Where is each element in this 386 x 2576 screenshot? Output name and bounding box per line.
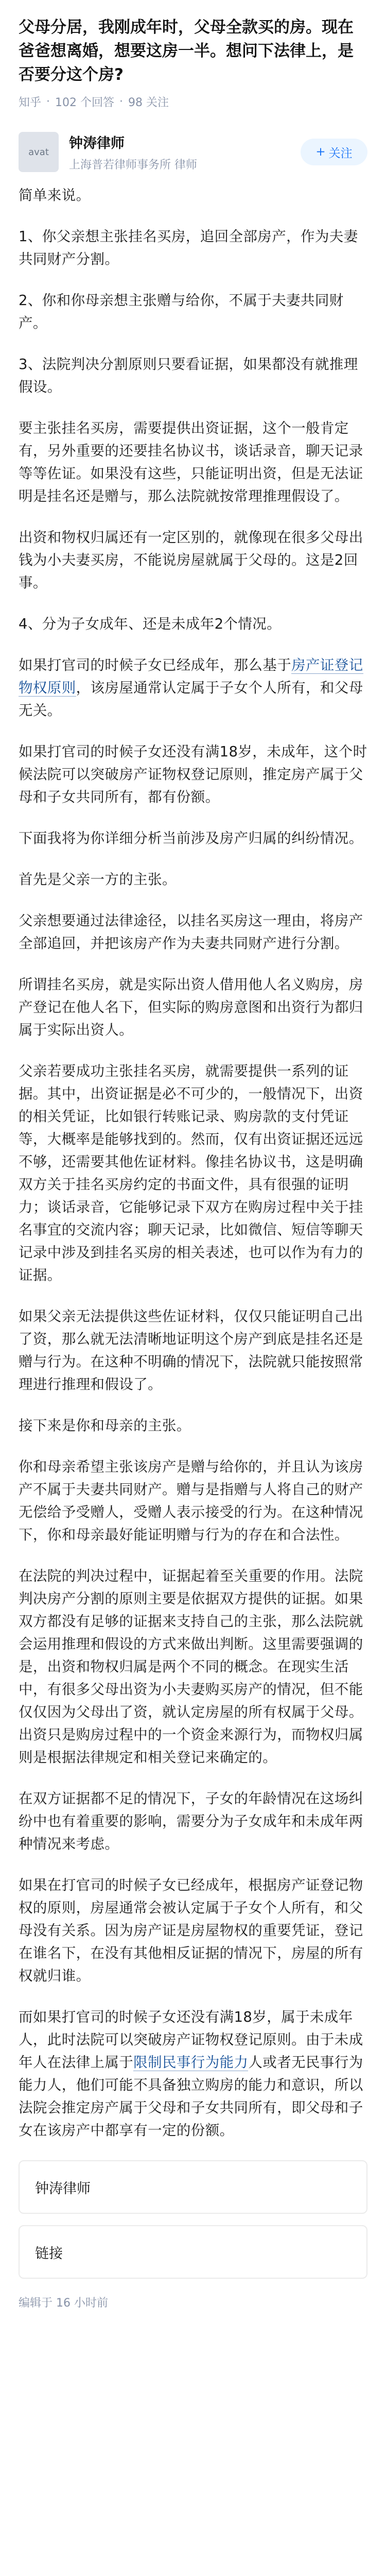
answer-paragraph xyxy=(19,225,367,270)
meta-separator: · xyxy=(119,95,124,108)
paragraph-text: 人或者无民事行为能力人，他们可能不具备独立购房的能力和意识，所以法院会推定房产属于父母和子女共同所有，即父母和子女在该房产中都享有一定的份额。 xyxy=(19,2054,363,2139)
answer-paragraph xyxy=(19,1060,367,1286)
answer-paragraph xyxy=(19,1414,367,1437)
paragraph-text: 父亲若要成功主张挂名买房，就需要提供一系列的证据。其中，出资证据是必不可少的，一般情况下，出资的相关凭证，比如银行转账记录、购房款的支付凭证等，大概率是能够找到的。然而，仅有出资证据还远远不够，还需要其他佐证材料。像挂名协议书，这是明确双方关于挂名买房约定的书面文件，具有很强的证明力；谈话录音，它能够记录下双方在购房过程中关于挂名事宜的交流内容；聊天记录，比如微信、短信等聊天记录中涉及到挂名买房的相关表述，也可以作为有力的证据。 xyxy=(19,1063,363,1283)
paragraph-text: 在双方证据都不足的情况下，子女的年龄情况在这场纠纷中也有着重要的影响，需要分为子女成年和未成年两种情况来考虑。 xyxy=(19,1790,363,1852)
answer-paragraph xyxy=(19,740,367,808)
question-meta xyxy=(19,94,367,110)
inline-link[interactable]: 房产证登记物权原则 xyxy=(19,657,363,696)
paragraph-text: 你和母亲希望主张该房产是赠与给你的，并且认为该房产不属于夫妻共同财产。赠与是指赠与人将自己的财产无偿给予受赠人，受赠人表示接受的行为。在这种情况下，你和母亲最好能证明赠与行为的存在和合法性。 xyxy=(19,1459,363,1543)
site-name[interactable]: 知乎 xyxy=(19,96,42,109)
edit-time: 编辑于 16 小时前 xyxy=(19,2297,108,2310)
answer-paragraph xyxy=(19,1787,367,1855)
paragraph-text: ，该房屋通常认定属于子女个人所有，和父母无关。 xyxy=(19,680,363,719)
inline-link[interactable]: 限制民事行为能力 xyxy=(133,2054,249,2071)
answer-paragraph xyxy=(19,353,367,398)
answer-body xyxy=(19,184,367,2142)
follow-button[interactable] xyxy=(301,139,367,165)
author-bio: 上海普若律师事务所 律师 xyxy=(69,159,197,172)
author-row xyxy=(19,131,367,173)
answer-paragraph xyxy=(19,1305,367,1396)
paragraph-text: 要主张挂名买房，需要提供出资证据，这个一般肯定有，另外重要的还要挂名协议书，谈话录音，聊天记录等等佐证。如果没有这些，只能证明出资，但是无法证明是挂名还是赠与，那么法院就按常理推理假设了。 xyxy=(19,420,363,504)
paragraph-text: 如果打官司的时候子女还没有满18岁，未成年，这个时候法院可以突破房产证物权登记原则，推定房产属于父母和子女共同所有，都有份额。 xyxy=(19,743,367,805)
follow-label: 关注 xyxy=(328,146,353,160)
answer-paragraph xyxy=(19,868,367,891)
meta-separator: · xyxy=(46,95,50,108)
avatar[interactable]: avat xyxy=(19,132,59,172)
paragraph-text: 而如果打官司的时候子女还没有满18岁，属于未成年人，此时法院可以突破房产证物权登记原则。由于未成年人在法律上属于 xyxy=(19,2009,363,2071)
author-name[interactable]: 钟涛律师 xyxy=(69,135,125,151)
answer-paragraph xyxy=(19,1565,367,1769)
answer-paragraph xyxy=(19,827,367,850)
paragraph-text: 如果在打官司的时候子女已经成年，根据房产证登记物权的原则，房屋通常会被认定属于子女个人所有，和父母没有关系。因为房产证是房屋物权的重要凭证，登记在谁名下，在没有其他相反证据的情况下，房屋的所有权就归谁。 xyxy=(19,1877,363,1984)
answers-count[interactable]: 102 个回答 xyxy=(55,96,115,109)
answer-paragraph xyxy=(19,289,367,334)
author-info xyxy=(69,132,301,172)
answer-paragraph xyxy=(19,973,367,1041)
paragraph-text: 2、你和你母亲想主张赠与给你，不属于夫妻共同财产。 xyxy=(19,292,344,331)
question-title[interactable]: 父母分居，我刚成年时，父母全款买的房。现在爸爸想离婚，想要这房一半。想问下法律上，是否要分这个房? xyxy=(19,18,354,84)
answer-paragraph xyxy=(19,654,367,722)
answer-paragraph xyxy=(19,1455,367,1546)
paragraph-text: 4、分为子女成年、还是未成年2个情况。 xyxy=(19,616,282,632)
followers-count: 98 关注 xyxy=(128,96,169,109)
answer-cards xyxy=(19,2160,367,2279)
plus-icon: + xyxy=(315,145,326,159)
paragraph-text: 3、法院判决分割原则只要看证据，如果都没有就推理假设。 xyxy=(19,356,358,395)
answer-card[interactable]: 钟涛律师 xyxy=(19,2160,367,2214)
answer-paragraph xyxy=(19,184,367,207)
answer-paragraph xyxy=(19,526,367,594)
paragraph-text: 首先是父亲一方的主张。 xyxy=(19,871,177,888)
paragraph-text: 如果打官司的时候子女已经成年，那么基于 xyxy=(19,657,292,673)
paragraph-text: 出资和物权归属还有一定区别的，就像现在很多父母出钱为小夫妻买房，不能说房屋就属于父母的。这是2回事。 xyxy=(19,529,363,591)
paragraph-text: 如果父亲无法提供这些佐证材料，仅仅只能证明自己出了资，那么就无法清晰地证明这个房产到底是挂名还是赠与行为。在这种不明确的情况下，法院就只能按照常理进行推理和假设了。 xyxy=(19,1308,363,1393)
paragraph-text: 简单来说。 xyxy=(19,187,91,204)
paragraph-text: 在法院的判决过程中，证据起着至关重要的作用。法院判决房产分割的原则主要是依据双方提供的证据。如果双方都没有足够的证据来支持自己的主张，那么法院就会运用推理和假设的方式来做出判断。这里需要强调的是，出资和物权归属是两个不同的概念。在现实生活中，有很多父母出资为小夫妻购买房产的情况，但不能仅仅因为父母出了资，就认定房屋的所有权属于父母。出资只是购房过程中的一个资金来源行为，而物权归属则是根据法律规定和相关登记来确定的。 xyxy=(19,1568,363,1766)
paragraph-text: 父亲想要通过法律途径，以挂名买房这一理由，将房产全部追回，并把该房产作为夫妻共同财产进行分割。 xyxy=(19,912,363,952)
answer-paragraph xyxy=(19,2006,367,2142)
answer-paragraph xyxy=(19,613,367,635)
paragraph-text: 下面我将为你详细分析当前涉及房产归属的纠纷情况。 xyxy=(19,830,363,846)
answer-card[interactable]: 链接 xyxy=(19,2225,367,2279)
answer-paragraph xyxy=(19,1874,367,1987)
paragraph-text: 接下来是你和母亲的主张。 xyxy=(19,1417,191,1434)
paragraph-text: 1、你父亲想主张挂名买房，追回全部房产，作为夫妻共同财产分割。 xyxy=(19,228,358,267)
paragraph-text: 所谓挂名买房，就是实际出资人借用他人名义购房，房产登记在他人名下，但实际的购房意图和出资行为都归属于实际出资人。 xyxy=(19,976,363,1038)
answer-paragraph xyxy=(19,909,367,955)
answer-paragraph xyxy=(19,417,367,507)
